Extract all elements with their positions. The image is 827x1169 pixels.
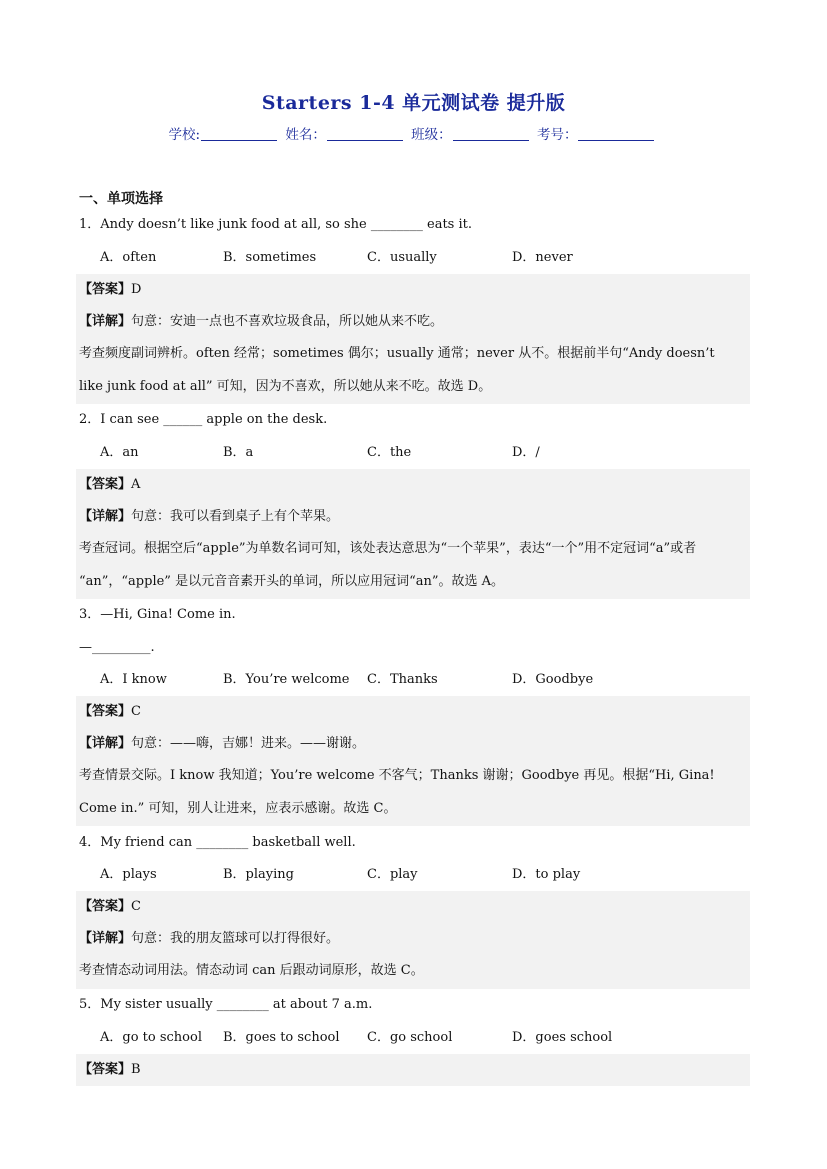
answer-value: C	[131, 899, 141, 914]
option-a: A．plays	[100, 867, 157, 882]
option-b: B．playing	[223, 867, 294, 882]
detail-line	[79, 507, 339, 527]
detail-label: 【详解】	[79, 736, 132, 751]
option-b: B．You’re welcome	[223, 672, 350, 687]
option-d: D．/	[512, 445, 540, 460]
detail-text: 句意：我可以看到桌子上有个苹果。	[131, 509, 340, 524]
answer-value: B	[131, 1062, 141, 1077]
option-b: B．goes to school	[223, 1030, 340, 1045]
question-stem: 4．My friend can ________ basketball well.	[79, 835, 356, 850]
option-c: C．go school	[367, 1030, 453, 1045]
answer-line	[79, 897, 141, 917]
answer-label: 【答案】	[79, 704, 132, 719]
detail-text: 句意：我的朋友篮球可以打得很好。	[131, 931, 340, 946]
answer-label: 【答案】	[79, 899, 132, 914]
page-title: Starters 1-4 单元测试卷 提升版	[261, 92, 566, 114]
answer-line	[79, 1060, 141, 1080]
exam-number-label: 考号：	[536, 127, 578, 143]
detail-label: 【详解】	[79, 314, 132, 329]
detail-text: 考查情景交际。I know 我知道；You’re welcome 不客气；Thanks 谢谢；Goodbye 再见。根据“Hi, Gina!	[79, 768, 715, 783]
answer-line	[79, 280, 141, 300]
detail-text: 考查频度副词辨析。often 经常；sometimes 偶尔；usually 通常；never 从不。根据前半句“Andy doesn’t	[79, 346, 715, 361]
detail-text: 句意：安迪一点也不喜欢垃圾食品，所以她从来不吃。	[131, 314, 444, 329]
class-label: 班级：	[411, 127, 452, 143]
school-label: 学校:	[168, 127, 201, 143]
detail-text: like junk food at all” 可知，因为不喜欢，所以她从来不吃。故选 D。	[79, 379, 492, 394]
answer-block	[76, 274, 750, 404]
detail-text: “an”，“apple” 是以元音音素开头的单词，所以应用冠词“an”。故选 A。	[79, 574, 505, 589]
answer-block	[76, 1054, 750, 1086]
option-d: D．Goodbye	[512, 672, 594, 687]
student-info-line	[0, 123, 827, 143]
detail-text: 考查情态动词用法。情态动词 can 后跟动词原形，故选 C。	[79, 963, 424, 978]
question-stem: 1．Andy doesn’t like junk food at all, so she ________ eats it.	[79, 217, 472, 232]
detail-line	[79, 929, 339, 949]
answer-line	[79, 475, 140, 495]
class-blank[interactable]	[453, 126, 529, 141]
detail-text: 句意：——嗨，吉娜！进来。——谢谢。	[131, 736, 366, 751]
question-stem: 5．My sister usually ________ at about 7 a.m.	[79, 997, 373, 1012]
question-stem: 3．—Hi, Gina! Come in.	[79, 607, 236, 622]
option-d: D．goes school	[512, 1030, 613, 1045]
answer-value: D	[131, 282, 142, 297]
detail-label: 【详解】	[79, 509, 132, 524]
question-stem-reply: —_________.	[79, 640, 155, 655]
option-c: C．the	[367, 445, 412, 460]
detail-text: Come in.” 可知，别人让进来，应表示感谢。故选 C。	[79, 801, 397, 816]
answer-value: C	[131, 704, 141, 719]
option-b: B．sometimes	[223, 250, 317, 265]
detail-line	[79, 734, 365, 754]
answer-label: 【答案】	[79, 1062, 132, 1077]
exam-number-blank[interactable]	[578, 126, 654, 141]
option-a: A．an	[100, 445, 139, 460]
option-a: A．go to school	[100, 1030, 202, 1045]
detail-text: 考查冠词。根据空后“apple”为单数名词可知，该处表达意思为“一个苹果”，表达“一个”用不定冠词“a”或者	[79, 541, 697, 556]
option-d: D．to play	[512, 867, 581, 882]
answer-block	[76, 469, 750, 599]
option-a: A．often	[100, 250, 157, 265]
answer-block	[76, 696, 750, 826]
answer-value: A	[131, 477, 141, 492]
answer-label: 【答案】	[79, 282, 132, 297]
name-blank[interactable]	[327, 126, 403, 141]
option-d: D．never	[512, 250, 573, 265]
name-label: 姓名：	[285, 127, 326, 143]
option-c: C．play	[367, 867, 418, 882]
option-c: C．usually	[367, 250, 437, 265]
section-title: 一、单项选择	[79, 191, 163, 207]
answer-block	[76, 891, 750, 989]
detail-line	[79, 312, 443, 332]
answer-label: 【答案】	[79, 477, 132, 492]
option-a: A．I know	[100, 672, 167, 687]
option-c: C．Thanks	[367, 672, 438, 687]
question-stem: 2．I can see ______ apple on the desk.	[79, 412, 328, 427]
detail-label: 【详解】	[79, 931, 132, 946]
school-blank[interactable]	[201, 126, 277, 141]
option-b: B．a	[223, 445, 254, 460]
answer-line	[79, 702, 141, 722]
